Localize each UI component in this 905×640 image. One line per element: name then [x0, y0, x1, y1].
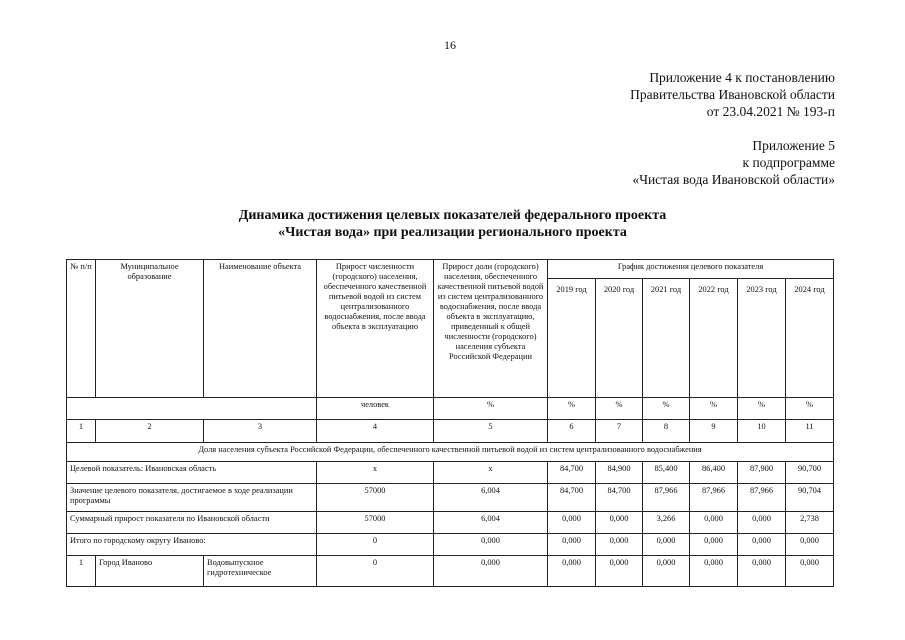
col-number: 3 [204, 420, 317, 443]
col-number: 4 [317, 420, 434, 443]
appendix-4-line-2: Правительства Ивановской области [630, 87, 835, 102]
row-value: 87,900 [738, 462, 786, 484]
row-value: 0,000 [690, 512, 738, 534]
row-pop: 57000 [317, 512, 434, 534]
header-share-growth: Прирост доли (городского) населения, обеспеченного качественной питьевой водой из систем централизованного водоснабжения, после ввода объекта в эксплуатацию, приведенный к общей численности (городского) населения субъекта Российской Федерации [434, 260, 548, 398]
header-year-2021: 2021 год [643, 279, 690, 398]
header-year-2023: 2023 год [738, 279, 786, 398]
title-line-2: «Чистая вода» при реализации регионального проекта [278, 225, 627, 240]
row-value: 90,700 [786, 462, 834, 484]
header-year-2020: 2020 год [596, 279, 643, 398]
row-share: 0,000 [434, 534, 548, 556]
unit-cell: человек [317, 398, 434, 420]
unit-cell: % [690, 398, 738, 420]
row-share: х [434, 462, 548, 484]
detail-value: 0,000 [738, 556, 786, 587]
unit-cell: % [596, 398, 643, 420]
row-value: 84,700 [548, 462, 596, 484]
row-value: 0,000 [690, 534, 738, 556]
col-number: 10 [738, 420, 786, 443]
row-value: 2,738 [786, 512, 834, 534]
col-number: 7 [596, 420, 643, 443]
row-value: 0,000 [738, 534, 786, 556]
row-value: 87,966 [643, 484, 690, 512]
row-value: 0,000 [643, 534, 690, 556]
unit-cell: % [548, 398, 596, 420]
table-row [67, 484, 834, 512]
row-value: 87,966 [690, 484, 738, 512]
row-pop: х [317, 462, 434, 484]
col-number: 5 [434, 420, 548, 443]
document-title [150, 207, 755, 241]
row-label: Итого по городскому округу Иваново: [67, 534, 317, 556]
header-municipality: Муниципальное образование [96, 260, 204, 398]
table-row [67, 512, 834, 534]
row-value: 84,700 [596, 484, 643, 512]
row-value: 0,000 [596, 512, 643, 534]
row-value: 86,400 [690, 462, 738, 484]
row-value: 0,000 [548, 534, 596, 556]
col-number: 2 [96, 420, 204, 443]
row-value: 84,900 [596, 462, 643, 484]
header-year-2024: 2024 год [786, 279, 834, 398]
detail-value: 0,000 [596, 556, 643, 587]
header-num: № п/п [67, 260, 96, 398]
units-empty [67, 398, 317, 420]
title-line-1: Динамика достижения целевых показателей федерального проекта [238, 208, 667, 223]
header-row-1 [67, 260, 834, 279]
row-value: 84,700 [548, 484, 596, 512]
row-value: 0,000 [596, 534, 643, 556]
page-number: 16 [444, 38, 456, 52]
column-numbers-row [67, 420, 834, 443]
row-value: 0,000 [738, 512, 786, 534]
detail-value: 0,000 [786, 556, 834, 587]
appendix-4-line-1: Приложение 4 к постановлению [649, 70, 835, 85]
row-pop: 57000 [317, 484, 434, 512]
row-value: 3,266 [643, 512, 690, 534]
header-schedule: График достижения целевого показателя [548, 260, 834, 279]
detail-pop: 0 [317, 556, 434, 587]
row-value: 90,704 [786, 484, 834, 512]
unit-cell: % [738, 398, 786, 420]
units-row [67, 398, 834, 420]
row-value: 85,400 [643, 462, 690, 484]
section-row [67, 443, 834, 462]
section-title: Доля населения субъекта Российской Федерации, обеспеченного качественной питьевой водой из систем централизованного водоснабжения [67, 443, 834, 462]
appendix-5-line-2: к подпрограмме [742, 155, 835, 170]
row-value: 87,966 [738, 484, 786, 512]
appendix-5-header [632, 137, 835, 188]
detail-num: 1 [67, 556, 96, 587]
unit-cell: % [434, 398, 548, 420]
row-share: 6,004 [434, 484, 548, 512]
row-label: Суммарный прирост показателя по Ивановской области [67, 512, 317, 534]
row-share: 6,004 [434, 512, 548, 534]
table-row [67, 534, 834, 556]
appendix-4-line-3: от 23.04.2021 № 193-п [706, 104, 835, 119]
header-year-2019: 2019 год [548, 279, 596, 398]
detail-municipality: Город Иваново [96, 556, 204, 587]
appendix-5-line-1: Приложение 5 [752, 138, 835, 153]
detail-value: 0,000 [548, 556, 596, 587]
col-number: 8 [643, 420, 690, 443]
col-number: 1 [67, 420, 96, 443]
header-pop-growth: Прирост численности (городского) населения, обеспеченного качественной питьевой водой из систем централизованного водоснабжения, после ввода объекта в эксплуатацию [317, 260, 434, 398]
row-value: 0,000 [548, 512, 596, 534]
row-label: Значение целевого показателя, достигаемое в ходе реализации программы [67, 484, 317, 512]
table-row-detail [67, 556, 834, 587]
row-pop: 0 [317, 534, 434, 556]
header-object: Наименование объекта [204, 260, 317, 398]
row-value: 0,000 [786, 534, 834, 556]
row-label: Целевой показатель: Ивановская область [67, 462, 317, 484]
detail-object: Водовыпускное гидротехническое [204, 556, 317, 587]
unit-cell: % [786, 398, 834, 420]
detail-value: 0,000 [643, 556, 690, 587]
detail-value: 0,000 [690, 556, 738, 587]
unit-cell: % [643, 398, 690, 420]
col-number: 9 [690, 420, 738, 443]
table-row [67, 462, 834, 484]
appendix-5-line-3: «Чистая вода Ивановской области» [632, 172, 835, 187]
col-number: 11 [786, 420, 834, 443]
appendix-4-header [630, 69, 835, 120]
detail-share: 0,000 [434, 556, 548, 587]
header-year-2022: 2022 год [690, 279, 738, 398]
indicators-table [66, 259, 834, 587]
col-number: 6 [548, 420, 596, 443]
